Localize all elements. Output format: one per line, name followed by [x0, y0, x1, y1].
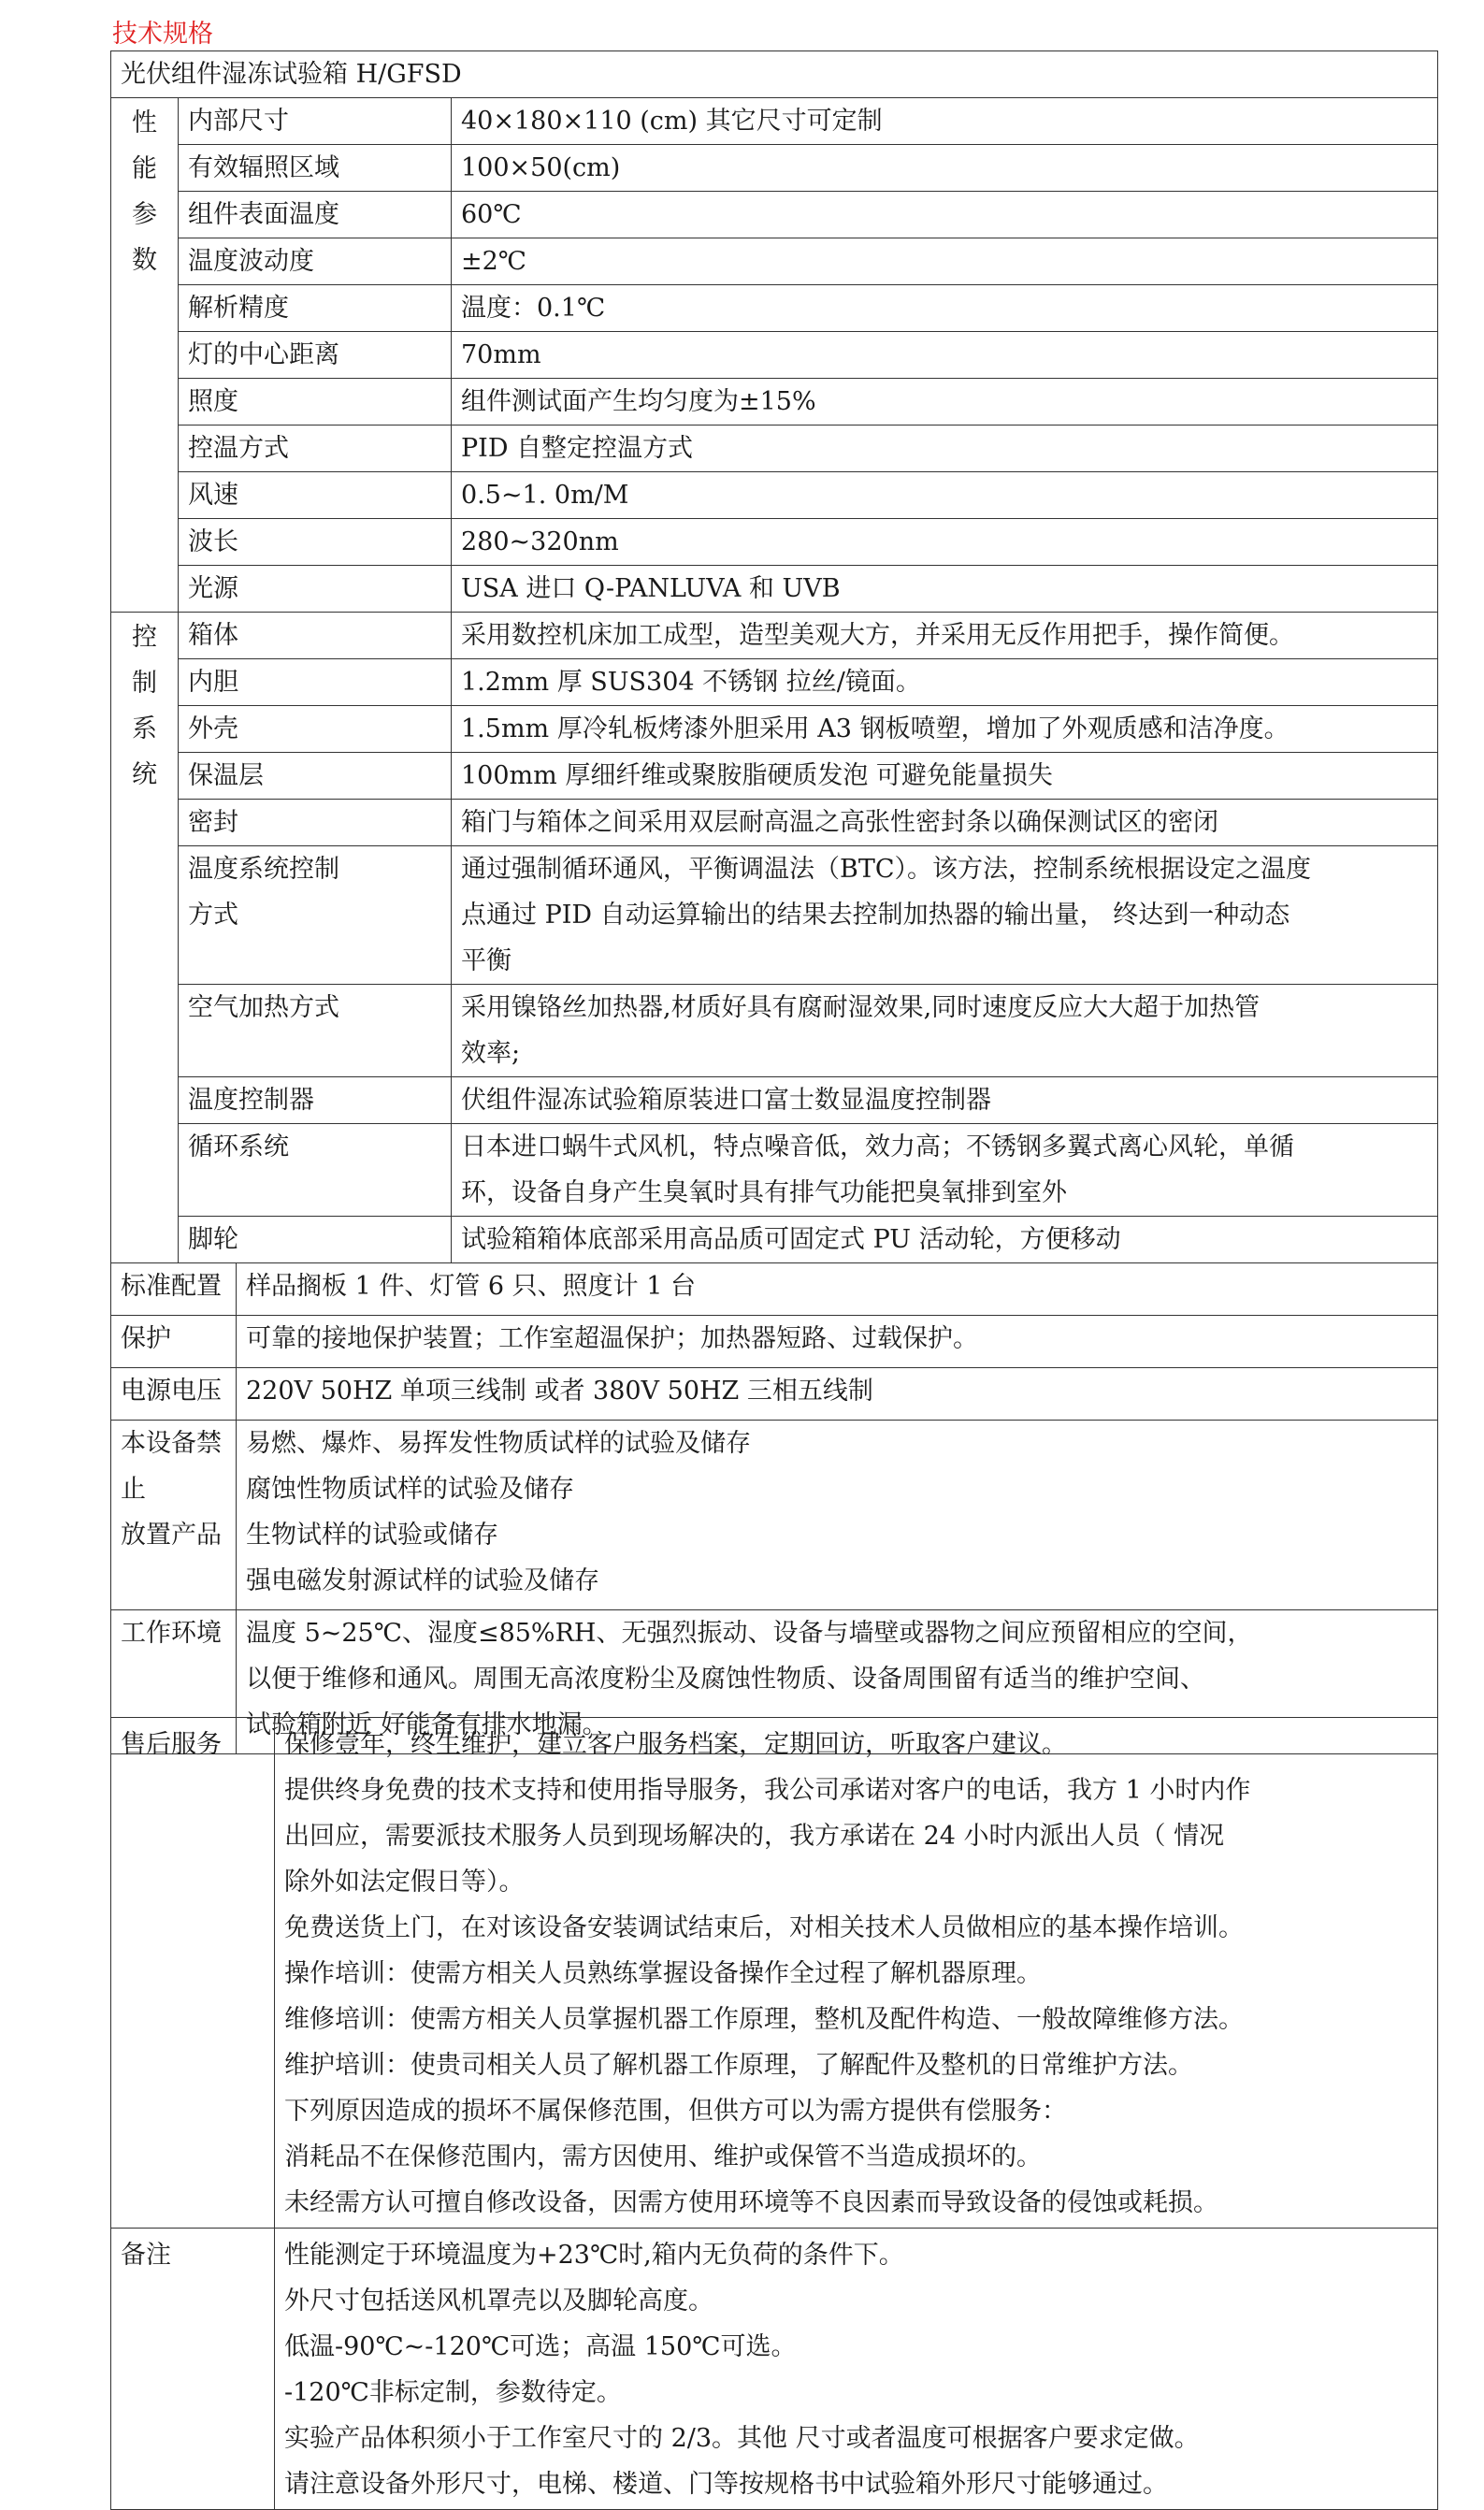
spec-label [179, 985, 452, 1077]
spec-value: PID 自整定控温方式 [452, 426, 1438, 472]
service-value [275, 2229, 1438, 2510]
spec-label [179, 753, 452, 800]
service-value-line: 免费送货上门，在对该设备安装调试结束后，对相关技术人员做相应的基本操作培训。 [284, 1913, 1244, 1942]
spec-value: ±2℃ [452, 238, 1438, 285]
spec-value: 70mm [452, 332, 1438, 379]
performance-row [111, 472, 1438, 519]
control-row [111, 846, 1438, 985]
spec-value [452, 985, 1438, 1077]
performance-row [111, 238, 1438, 285]
spec-label [179, 706, 452, 753]
spec-label-line: 温度控制器 [188, 1086, 314, 1115]
spec-label [111, 1263, 237, 1316]
performance-row [111, 566, 1438, 613]
spec-label-line: 放置产品 [121, 1521, 222, 1550]
control-row [111, 753, 1438, 800]
spec-value-line: 易燃、爆炸、易挥发性物质试样的试验及储存 [246, 1429, 751, 1458]
control-row [111, 800, 1438, 846]
spec-label: 有效辐照区域 [179, 145, 452, 192]
performance-row [111, 98, 1438, 145]
spec-value-line: 温度 5~25℃、湿度≤85%RH、无强烈振动、设备与墙壁或器物之间应预留相应的空间， [246, 1619, 1253, 1648]
service-value-line: 低温-90℃~-120℃可选；高温 150℃可选。 [284, 2332, 797, 2361]
spec-label-line: 保护 [121, 1324, 171, 1353]
spec-label: 灯的中心距离 [179, 332, 452, 379]
spec-label-line: 外壳 [188, 714, 238, 743]
spec-value-line: 通过强制循环通风，平衡调温法（BTC）。该方法，控制系统根据设定之温度 [461, 855, 1312, 884]
spec-value: 0.5~1. 0m/M [452, 472, 1438, 519]
spec-value-line: 效率; [461, 1039, 521, 1068]
spec-value-line: 采用数控机床加工成型，造型美观大方，并采用无反作用把手，操作简便。 [461, 621, 1294, 650]
spec-value-line: 腐蚀性物质试样的试验及储存 [246, 1475, 574, 1504]
service-row [111, 1718, 1438, 2229]
spec-label: 内部尺寸 [179, 98, 452, 145]
spec-label-line: 标准配置 [121, 1272, 222, 1301]
service-value-line: 下列原因造成的损坏不属保修范围，但供方可以为需方提供有偿服务： [284, 2097, 1067, 2126]
spec-value-line: 试验箱箱体底部采用高品质可固定式 PU 活动轮，方便移动 [461, 1225, 1121, 1254]
model-row [111, 51, 1438, 98]
spec-label-line: 循环系统 [188, 1132, 289, 1161]
spec-label-line: 温度系统控制 [188, 855, 339, 884]
spec-value-line: 样品搁板 1 件、灯管 6 只、照度计 1 台 [246, 1272, 697, 1301]
spec-label-line: 方式 [188, 901, 238, 930]
spec-label-line: 空气加热方式 [188, 993, 339, 1022]
control-row [111, 1077, 1438, 1124]
service-row [111, 2229, 1438, 2510]
control-row [111, 659, 1438, 706]
spec-value: 60℃ [452, 192, 1438, 238]
service-value-line: 消耗品不在保修范围内，需方因使用、维护或保管不当造成损坏的。 [284, 2142, 1042, 2171]
spec-value-line: 220V 50HZ 单项三线制 或者 380V 50HZ 三相五线制 [246, 1377, 873, 1406]
spec-label-line: 脚轮 [188, 1225, 238, 1254]
service-label: 售后服务 [111, 1718, 275, 2229]
control-category [111, 613, 179, 1263]
category-char: 参 [132, 200, 157, 229]
spec-value-line: 环，设备自身产生臭氧时具有排气功能把臭氧排到室外 [461, 1178, 1067, 1207]
spec-value-line: 试验箱附近 好能备有排水地漏。 [246, 1710, 608, 1739]
spec-value [452, 613, 1438, 659]
spec-value-line: 可靠的接地保护装置；工作室超温保护；加热器短路、过载保护。 [246, 1324, 978, 1353]
spec-label: 组件表面温度 [179, 192, 452, 238]
service-value-line: 保修壹年，终生维护，建立客户服务档案，定期回访，听取客户建议。 [284, 1730, 1067, 1759]
control-row [111, 1217, 1438, 1263]
spec-label-line: 电源电压 [121, 1377, 222, 1406]
spec-value: 100×50(cm) [452, 145, 1438, 192]
service-value-line: 出回应，需要派技术服务人员到现场解决的，我方承诺在 24 小时内派出人员（ 情况 [284, 1822, 1225, 1851]
category-char: 控 [132, 623, 157, 652]
spec-value [237, 1263, 1438, 1316]
spec-value-line: 点通过 PID 自动运算输出的结果去控制加热器的输出量， 终达到一种动态 [461, 901, 1290, 930]
spec-value [452, 1217, 1438, 1263]
model-title: 光伏组件湿冻试验箱 H/GFSD [111, 51, 1438, 98]
spec-value: 40×180×110 (cm) 其它尺寸可定制 [452, 98, 1438, 145]
service-value-line: 操作培训：使需方相关人员熟练掌握设备操作全过程了解机器原理。 [284, 1959, 1042, 1988]
spec-value: USA 进口 Q-PANLUVA 和 UVB [452, 566, 1438, 613]
spec-value: 温度：0.1℃ [452, 285, 1438, 332]
general-row [111, 1316, 1438, 1368]
spec-label [179, 800, 452, 846]
spec-table [110, 50, 1438, 1754]
spec-value-line: 以便于维修和通风。周围无高浓度粉尘及腐蚀性物质、设备周围留有适当的维护空间、 [246, 1665, 1205, 1694]
spec-label [179, 1077, 452, 1124]
spec-label: 解析精度 [179, 285, 452, 332]
category-char: 制 [132, 669, 157, 698]
spec-value [237, 1368, 1438, 1421]
control-row [111, 706, 1438, 753]
performance-category [111, 98, 179, 613]
spec-value [452, 846, 1438, 985]
spec-value [452, 800, 1438, 846]
spec-value: 组件测试面产生均匀度为±15% [452, 379, 1438, 426]
service-value-line: 维修培训：使需方相关人员掌握机器工作原理，整机及配件构造、一般故障维修方法。 [284, 2005, 1244, 2034]
spec-label: 温度波动度 [179, 238, 452, 285]
spec-value-line: 采用镍铬丝加热器,材质好具有腐耐湿效果,同时速度反应大大超于加热管 [461, 993, 1261, 1022]
spec-label: 波长 [179, 519, 452, 566]
spec-label: 照度 [179, 379, 452, 426]
category-char: 能 [132, 154, 157, 183]
spec-value-line: 伏组件湿冻试验箱原装进口富士数显温度控制器 [461, 1086, 991, 1115]
spec-label-line: 密封 [188, 808, 238, 837]
spec-value [452, 753, 1438, 800]
performance-row [111, 192, 1438, 238]
service-value-line: 性能测定于环境温度为+23℃时,箱内无负荷的条件下。 [284, 2241, 904, 2270]
service-value-line: -120℃非标定制，参数待定。 [284, 2378, 622, 2407]
spec-value-line: 生物试样的试验或储存 [246, 1521, 498, 1550]
spec-value-line: 100mm 厚细纤维或聚胺脂硬质发泡 可避免能量损失 [461, 761, 1053, 790]
spec-value-line: 平衡 [461, 946, 511, 975]
service-value-line: 实验产品体积须小于工作室尺寸的 2/3。其他 尺寸或者温度可根据客户要求定做。 [284, 2424, 1200, 2453]
service-value-line: 外尺寸包括送风机罩壳以及脚轮高度。 [284, 2286, 713, 2315]
spec-value: 280~320nm [452, 519, 1438, 566]
service-value-line: 除外如法定假日等）。 [284, 1868, 525, 1897]
spec-value-line: 日本进口蜗牛式风机，特点噪音低，效力高；不锈钢多翼式离心风轮，单循 [461, 1132, 1294, 1161]
performance-row [111, 426, 1438, 472]
spec-label-line: 箱体 [188, 621, 238, 650]
spec-label: 光源 [179, 566, 452, 613]
spec-label-line: 本设备禁止 [121, 1429, 222, 1504]
spec-label [111, 1316, 237, 1368]
control-row [111, 985, 1438, 1077]
category-char: 系 [132, 714, 157, 743]
service-label: 备注 [111, 2229, 275, 2510]
performance-row [111, 145, 1438, 192]
spec-value-line: 强电磁发射源试样的试验及储存 [246, 1566, 599, 1595]
category-char: 性 [132, 108, 157, 137]
spec-value [237, 1316, 1438, 1368]
spec-label [179, 1124, 452, 1217]
performance-row [111, 332, 1438, 379]
service-value-line: 请注意设备外形尺寸，电梯、楼道、门等按规格书中试验箱外形尺寸能够通过。 [284, 2470, 1168, 2499]
control-row [111, 1124, 1438, 1217]
spec-value [452, 1077, 1438, 1124]
service-value [275, 1718, 1438, 2229]
performance-row [111, 285, 1438, 332]
category-char: 统 [132, 760, 157, 789]
service-value-line: 维护培训：使贵司相关人员了解机器工作原理，了解配件及整机的日常维护方法。 [284, 2051, 1193, 2080]
spec-value [452, 1124, 1438, 1217]
spec-label [179, 846, 452, 985]
general-row [111, 1368, 1438, 1421]
spec-label [111, 1368, 237, 1421]
spec-value [452, 659, 1438, 706]
spec-label [179, 1217, 452, 1263]
service-table [110, 1717, 1438, 2510]
performance-row [111, 379, 1438, 426]
page-title: 技术规格 [112, 20, 213, 49]
spec-label [111, 1421, 237, 1610]
spec-value-line: 1.5mm 厚冷轧板烤漆外胆采用 A3 钢板喷塑，增加了外观质感和洁净度。 [461, 714, 1289, 743]
control-row [111, 613, 1438, 659]
service-value-line: 未经需方认可擅自修改设备，因需方使用环境等不良因素而导致设备的侵蚀或耗损。 [284, 2188, 1218, 2217]
spec-label [179, 659, 452, 706]
service-value-line: 提供终身免费的技术支持和使用指导服务，我公司承诺对客户的电话，我方 1 小时内作 [284, 1776, 1251, 1805]
general-row [111, 1263, 1438, 1316]
spec-label-line: 内胆 [188, 668, 238, 697]
spec-value [452, 706, 1438, 753]
spec-label-line: 保温层 [188, 761, 264, 790]
spec-label: 控温方式 [179, 426, 452, 472]
spec-label-line: 工作环境 [121, 1619, 222, 1648]
category-char: 数 [132, 246, 157, 275]
spec-value-line: 箱门与箱体之间采用双层耐高温之高张性密封条以确保测试区的密闭 [461, 808, 1218, 837]
general-row [111, 1421, 1438, 1610]
spec-label: 风速 [179, 472, 452, 519]
spec-value-line: 1.2mm 厚 SUS304 不锈钢 拉丝/镜面。 [461, 668, 921, 697]
performance-row [111, 519, 1438, 566]
spec-value [237, 1421, 1438, 1610]
spec-label [179, 613, 452, 659]
